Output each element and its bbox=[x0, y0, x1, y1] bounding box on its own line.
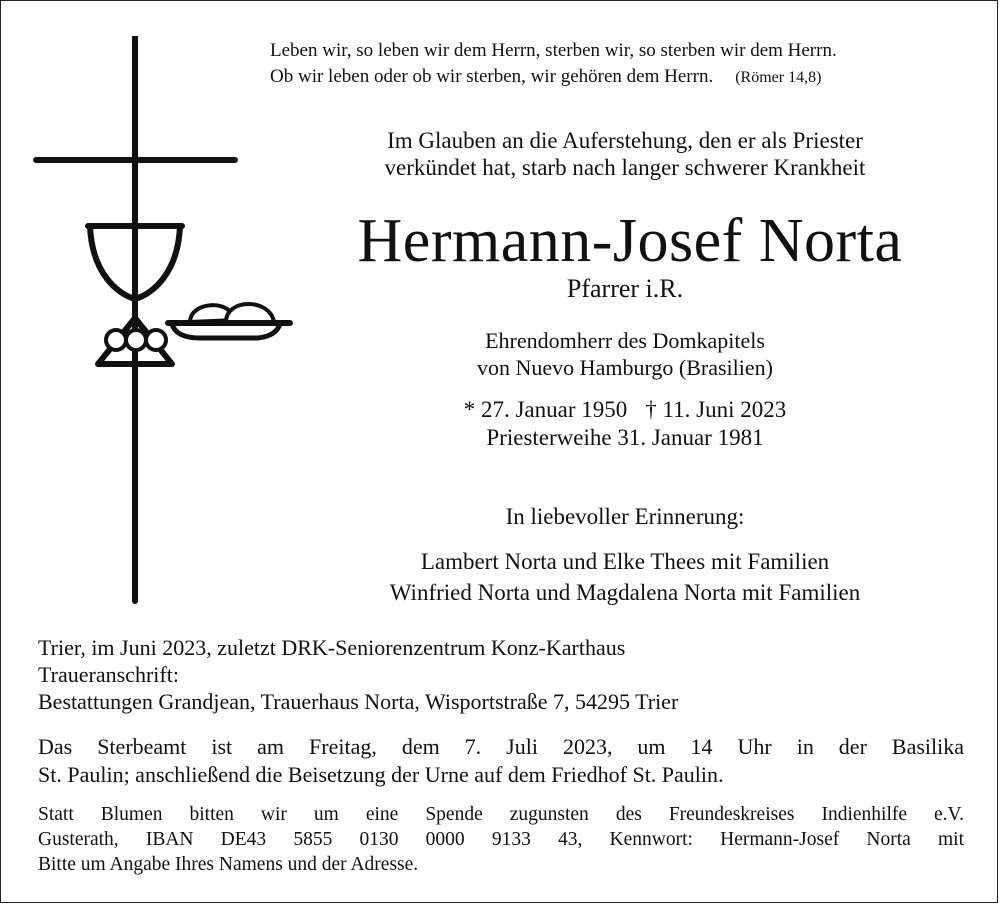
funeral-details bbox=[38, 733, 964, 789]
ordination-date: Priesterweihe 31. Januar 1981 bbox=[486, 425, 764, 450]
donation-line-1: Statt Blumen bitten wir um eine Spende zugunsten des Freundeskreises Indienhilfe e.V. bbox=[38, 804, 964, 825]
funeral-line-1: Das Sterbeamt ist am Freitag, dem 7. Juli 2023, um 14 Uhr in der Basilika bbox=[38, 734, 964, 759]
donation-line-2: Gusterath, IBAN DE43 5855 0130 0000 9133 43, Kennwort: Hermann-Josef Norta mit bbox=[38, 829, 964, 850]
verse-line-2 bbox=[270, 64, 970, 91]
birth-death-line bbox=[290, 396, 960, 424]
mourners-list bbox=[290, 546, 960, 608]
intro-line-1: Im Glauben an die Auferstehung, den er als Priester bbox=[387, 128, 863, 153]
mourner-family-1: Lambert Norta und Elke Thees mit Familien bbox=[420, 549, 830, 574]
intro-line-2: verkündet hat, starb nach langer schwerer Krankheit bbox=[384, 155, 866, 180]
donation-line-3: Bitte um Angabe Ihres Namens und der Adresse. bbox=[38, 854, 419, 875]
bible-verse bbox=[270, 38, 970, 91]
address-label: Traueranschrift: bbox=[38, 662, 179, 687]
mourner-family-2: Winfried Norta und Magdalena Norta mit Familien bbox=[389, 580, 861, 605]
funeral-line-2: St. Paulin; anschließend die Beisetzung der Urne auf dem Friedhof St. Paulin. bbox=[38, 762, 724, 787]
memory-heading: In liebevoller Erinnerung: bbox=[505, 504, 745, 529]
honor-line-2: von Nuevo Hamburgo (Brasilien) bbox=[477, 355, 773, 380]
place-and-address bbox=[38, 634, 968, 715]
intro-text bbox=[310, 127, 940, 181]
donation-request bbox=[38, 802, 964, 877]
life-dates bbox=[290, 396, 960, 452]
deceased-name: Hermann-Josef Norta bbox=[357, 207, 903, 275]
verse-reference: (Römer 14,8) bbox=[735, 69, 822, 86]
verse-line-2-text: Ob wir leben oder ob wir sterben, wir gehören dem Herrn. bbox=[270, 66, 714, 87]
verse-line-1: Leben wir, so leben wir dem Herrn, sterben wir, so sterben wir dem Herrn. bbox=[270, 40, 837, 61]
cross-chalice-bread-icon bbox=[30, 36, 300, 606]
place-line: Trier, im Juni 2023, zuletzt DRK-Seniorenzentrum Konz-Karthaus bbox=[38, 635, 626, 660]
honor-text bbox=[290, 327, 960, 381]
honor-line-1: Ehrendomherr des Domkapitels bbox=[485, 328, 765, 353]
birth-date: * 27. Januar 1950 bbox=[463, 397, 628, 422]
deceased-title: Pfarrer i.R. bbox=[566, 274, 684, 303]
death-date: † 11. Juni 2023 bbox=[645, 397, 787, 422]
mourning-address: Bestattungen Grandjean, Trauerhaus Norta, Wisportstraße 7, 54295 Trier bbox=[38, 689, 679, 714]
